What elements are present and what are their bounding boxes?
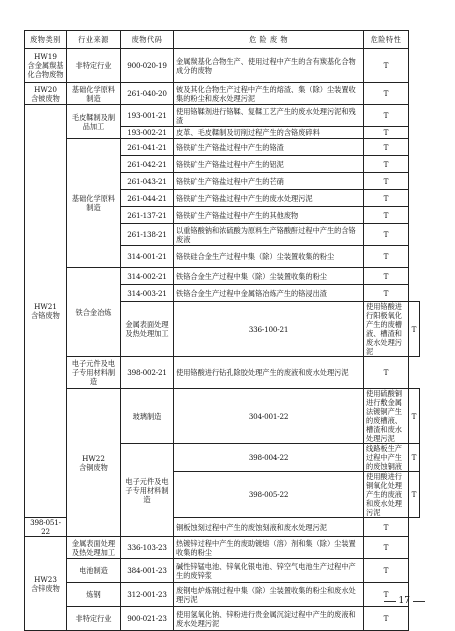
waste-description-cell: 使用酸进行铜氧化处理产生的废液和废水处理污泥: [364, 472, 409, 518]
waste-description-cell: 铬铁矿生产铬盐过程中产生的废水处理污泥: [174, 190, 364, 207]
waste-description-cell: 废钢电炉炼钢过程中集（除）尘装置收集的粉尘和废水处理污泥: [174, 583, 364, 607]
hazard-property-cell: T: [409, 389, 420, 444]
industry-source-cell: 玻璃制造: [121, 389, 174, 444]
hazard-property-cell: T: [364, 357, 409, 389]
industry-source-cell: 金属表面处理及热处理加工: [67, 537, 121, 559]
waste-category-cell: HW19 含金属羰基化合物废物: [25, 49, 67, 83]
table-row: [25, 389, 420, 444]
table-row: [25, 583, 420, 607]
header-waste-code: 废物代码: [121, 31, 174, 49]
waste-description-cell: 使用铬鞣剂进行铬鞣、复鞣工艺产生的废水处理污泥和残渣: [174, 105, 364, 127]
waste-code-cell: 398-004-22: [174, 444, 364, 472]
waste-description-cell: 铬铁矿生产铬盐过程中产生的芒硝: [174, 173, 364, 190]
page-number-dash-left: [384, 601, 396, 602]
waste-description-cell: 使用氢氧化钠、锌粉进行贵金属沉淀过程中产生的废液和废水处理污泥: [174, 607, 364, 631]
waste-code-cell: 261-041-21: [121, 139, 174, 156]
waste-description-cell: 铬铁硅合金生产过程中集（除）尘装置收集的粉尘: [174, 246, 364, 268]
waste-code-cell: 384-001-23: [121, 559, 174, 583]
hazard-property-cell: T: [364, 207, 409, 224]
industry-source-cell: 毛皮鞣制及制品加工: [67, 105, 121, 139]
hazard-property-cell: T: [364, 190, 409, 207]
industry-source-cell: 金属表面处理及热处理加工: [121, 302, 174, 357]
table-row: [25, 607, 420, 631]
waste-code-cell: 312-001-23: [121, 583, 174, 607]
waste-code-cell: 193-001-21: [121, 105, 174, 127]
waste-description-cell: 皮革、毛皮鞣制及切削过程产生的含铬废碎料: [174, 127, 364, 139]
waste-category-cell: HW21 含铬废物: [25, 105, 67, 518]
waste-category-cell: HW23 含锌废物: [25, 537, 67, 631]
industry-source-cell: 电子元件及电子专用材料制造: [121, 444, 174, 537]
waste-description-cell: 碱性锌锰电池、锌氧化银电池、锌空气电池生产过程中产生的废锌浆: [174, 559, 364, 583]
waste-code-cell: 314-001-21: [121, 246, 174, 268]
header-hazard-property: 危险特性: [364, 31, 409, 49]
waste-category-cell: HW20 含铍废物: [25, 83, 67, 105]
waste-description-cell: 线路板生产过程中产生的废蚀铜液: [364, 444, 409, 472]
hazard-property-cell: T: [364, 224, 409, 246]
waste-description-cell: 铜板蚀刻过程中产生的废蚀刻液和废水处理污泥: [174, 518, 364, 537]
industry-source-cell: 非特定行业: [67, 49, 121, 83]
waste-code-cell: 398-005-22: [174, 472, 364, 518]
waste-code-cell: 900-020-19: [121, 49, 174, 83]
hazard-property-cell: T: [364, 583, 409, 607]
header-hazardous-waste: 危 险 废 物: [174, 31, 364, 49]
waste-code-cell: 261-040-20: [121, 83, 174, 105]
hazard-property-cell: T: [364, 537, 409, 559]
table-row: [25, 537, 420, 559]
waste-code-cell: 261-138-21: [121, 224, 174, 246]
waste-code-cell: 336-100-21: [174, 302, 364, 357]
waste-description-cell: 铁铬合金生产过程中金属铬冶炼产生的铬浸出渣: [174, 285, 364, 302]
waste-category-cell: HW22 含铜废物: [67, 389, 121, 537]
waste-code-cell: 261-043-21: [121, 173, 174, 190]
waste-description-cell: 铬铁矿生产铬盐过程中产生的其他废物: [174, 207, 364, 224]
hazard-property-cell: T: [409, 302, 420, 357]
header-industry-source: 行业来源: [67, 31, 121, 49]
hazard-property-cell: T: [364, 127, 409, 139]
waste-code-cell: 900-021-23: [121, 607, 174, 631]
table-header-row: [25, 31, 420, 49]
waste-description-cell: 以重铬酸钠和浓硫酸为原料生产铬酸酐过程中产生的含铬废液: [174, 224, 364, 246]
waste-code-cell: 193-002-21: [121, 127, 174, 139]
waste-code-cell: 304-001-22: [174, 389, 364, 444]
table-body: [25, 49, 420, 631]
waste-code-cell: 261-044-21: [121, 190, 174, 207]
hazard-property-cell: T: [364, 607, 409, 631]
hazard-property-cell: T: [364, 83, 409, 105]
waste-description-cell: 铬铁矿生产铬盐过程中产生的铝泥: [174, 156, 364, 173]
hazard-property-cell: T: [364, 156, 409, 173]
hazard-property-cell: T: [364, 173, 409, 190]
hazard-property-cell: T: [364, 518, 409, 537]
waste-description-cell: 金属羰基化合物生产、使用过程中产生的含有羰基化合物成分的废物: [174, 49, 364, 83]
waste-description-cell: 铍及其化合物生产过程中产生的熔渣、集（除）尘装置收集的粉尘和废水处理污泥: [174, 83, 364, 105]
waste-code-cell: 398-002-21: [121, 357, 174, 389]
industry-source-cell: 基础化学原料制造: [67, 139, 121, 268]
hazard-property-cell: T: [364, 285, 409, 302]
waste-code-cell: 261-042-21: [121, 156, 174, 173]
hazard-property-cell: T: [364, 105, 409, 127]
hazard-property-cell: T: [409, 472, 420, 518]
page-number-dash-right: [413, 601, 425, 602]
table-row: [25, 105, 420, 127]
waste-code-cell: 314-002-21: [121, 268, 174, 285]
industry-source-cell: 铁合金冶炼: [67, 268, 121, 357]
hazard-property-cell: T: [364, 139, 409, 156]
waste-code-cell: 261-137-21: [121, 207, 174, 224]
hazard-property-cell: T: [409, 444, 420, 472]
industry-source-cell: 电池制造: [67, 559, 121, 583]
table-row: [25, 139, 420, 156]
header-category: 废物类别: [25, 31, 67, 49]
hazard-property-cell: T: [364, 559, 409, 583]
waste-description-cell: 使用铬酸进行钻孔除胶处理产生的废液和废水处理污泥: [174, 357, 364, 389]
table-row: [25, 49, 420, 83]
waste-code-cell: 336-103-23: [121, 537, 174, 559]
industry-source-cell: 非特定行业: [67, 607, 121, 631]
industry-source-cell: 基础化学原料制造: [67, 83, 121, 105]
waste-description-cell: 热镀锌过程中产生的废助镀熔（溶）剂和集（除）尘装置收集的粉尘: [174, 537, 364, 559]
hazardous-waste-table: [24, 30, 420, 631]
table-row: [25, 268, 420, 285]
table-row: [25, 83, 420, 105]
waste-description-cell: 铬铁矿生产铬盐过程中产生的铬渣: [174, 139, 364, 156]
hazard-property-cell: T: [364, 268, 409, 285]
industry-source-cell: 炼钢: [67, 583, 121, 607]
waste-description-cell: 铁铬合金生产过程中集（除）尘装置收集的粉尘: [174, 268, 364, 285]
table-row: [25, 357, 420, 389]
waste-description-cell: 使用硫酸铜进行敷金属法镀铜产生的废槽液、槽渣和废水处理污泥: [364, 389, 409, 444]
industry-source-cell: 电子元件及电子专用材料制造: [67, 357, 121, 389]
table-row: [25, 559, 420, 583]
hazard-property-cell: T: [364, 49, 409, 83]
page-number-value: 17: [398, 596, 410, 606]
waste-code-cell: 398-051-22: [25, 518, 67, 537]
page-number: [384, 596, 425, 606]
hazard-property-cell: T: [364, 246, 409, 268]
waste-code-cell: 314-003-21: [121, 285, 174, 302]
waste-description-cell: 使用铬酸进行阳极氧化产生的废槽液、槽渣和废水处理污泥: [364, 302, 409, 357]
